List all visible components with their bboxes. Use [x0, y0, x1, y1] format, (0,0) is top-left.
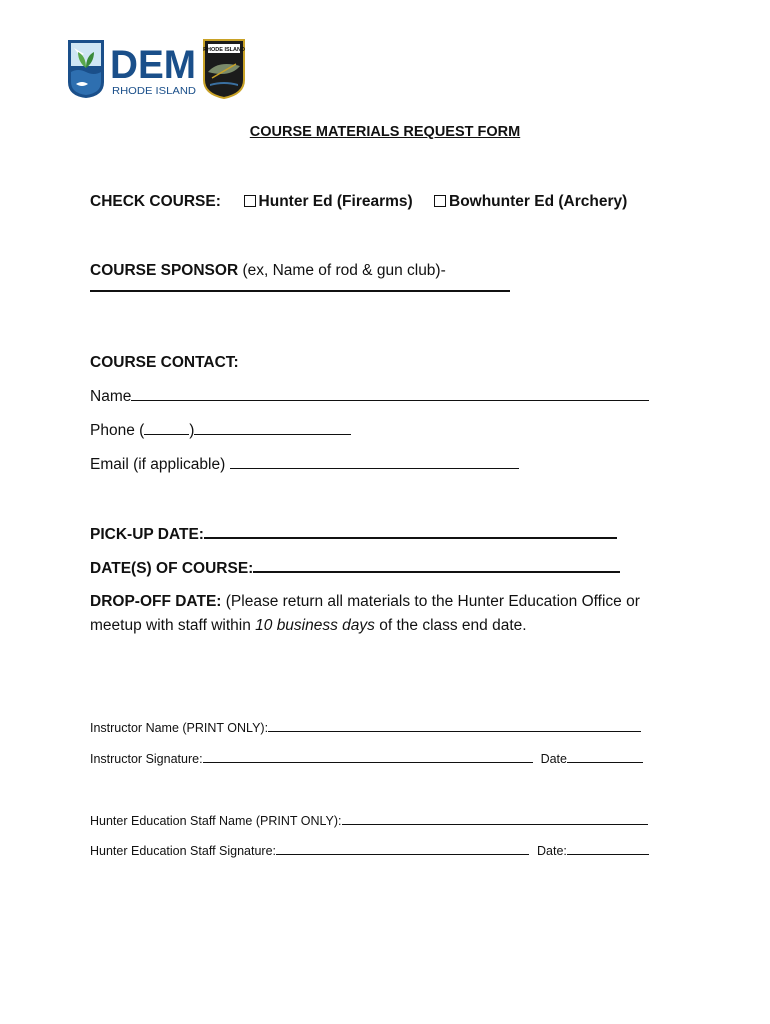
instructor-name-line[interactable] [268, 719, 641, 732]
staff-sig-row [90, 842, 649, 858]
phone-number-line[interactable] [194, 422, 351, 435]
dates-line[interactable] [253, 559, 620, 573]
email-label: Email (if applicable) [90, 456, 230, 473]
form-title: COURSE MATERIALS REQUEST FORM [249, 124, 521, 140]
check-course-option2 [434, 193, 627, 211]
instructor-sig-line[interactable] [203, 750, 533, 763]
badge-top-text: RHODE ISLAND [203, 47, 245, 53]
option-hunter-ed: Hunter Ed (Firearms) [258, 193, 413, 210]
logo-sub-text: RHODE ISLAND [112, 85, 197, 97]
checkbox-hunter-ed[interactable] [244, 195, 256, 207]
phone-close: ) [189, 422, 195, 439]
contact-phone-row [90, 422, 351, 440]
contact-email-row [90, 456, 519, 474]
dropoff-line1 [90, 593, 640, 611]
staff-name-line[interactable] [342, 812, 648, 825]
staff-sig-label: Hunter Education Staff Signature: [90, 844, 276, 858]
contact-name-row [90, 388, 649, 406]
pickup-line[interactable] [204, 525, 617, 539]
pickup-row [90, 525, 617, 544]
checkbox-bowhunter-ed[interactable] [434, 195, 446, 207]
instructor-date-line[interactable] [567, 750, 643, 763]
check-course-row [90, 193, 413, 211]
dropoff-text2b: 10 business days [255, 617, 375, 634]
email-line[interactable] [230, 456, 519, 469]
staff-name-row [90, 812, 648, 828]
dropoff-text1: (Please return all materials to the Hunter Education Office or [221, 593, 640, 610]
instructor-sig-row [90, 750, 643, 766]
staff-sig-line[interactable] [276, 842, 529, 855]
dropoff-text2a: meetup with staff within [90, 617, 256, 634]
logo-main-text: DEM [110, 43, 196, 87]
dem-emblem-icon [68, 40, 104, 98]
contact-label: COURSE CONTACT: [90, 354, 239, 371]
sponsor-label: COURSE SPONSOR [90, 262, 239, 279]
pickup-label: PICK-UP DATE: [90, 526, 204, 543]
hunter-badge-icon [203, 40, 245, 98]
staff-date-label: Date: [537, 844, 567, 858]
staff-date-line[interactable] [567, 842, 649, 855]
dem-logo [66, 38, 251, 100]
dates-row [90, 559, 620, 578]
check-course-label: CHECK COURSE: [90, 193, 221, 210]
option-bowhunter-ed: Bowhunter Ed (Archery) [449, 193, 628, 210]
instructor-sig-label: Instructor Signature: [90, 752, 203, 766]
phone-prefix: Phone ( [90, 422, 145, 439]
phone-area-code-line[interactable] [144, 422, 189, 435]
dates-label: DATE(S) OF COURSE: [90, 560, 254, 577]
instructor-date-label: Date [540, 752, 567, 766]
dropoff-line2 [90, 617, 527, 635]
instructor-name-label: Instructor Name (PRINT ONLY): [90, 721, 269, 735]
staff-name-label: Hunter Education Staff Name (PRINT ONLY): [90, 814, 342, 828]
contact-name-label: Name [90, 388, 132, 405]
sponsor-row [90, 262, 446, 280]
dropoff-text2c: of the class end date. [374, 617, 527, 634]
sponsor-hint: (ex, Name of rod & gun club)- [238, 262, 446, 279]
contact-name-line[interactable] [131, 388, 649, 401]
sponsor-input-line[interactable] [90, 290, 510, 292]
instructor-name-row [90, 719, 641, 735]
dropoff-label: DROP-OFF DATE: [90, 593, 222, 610]
